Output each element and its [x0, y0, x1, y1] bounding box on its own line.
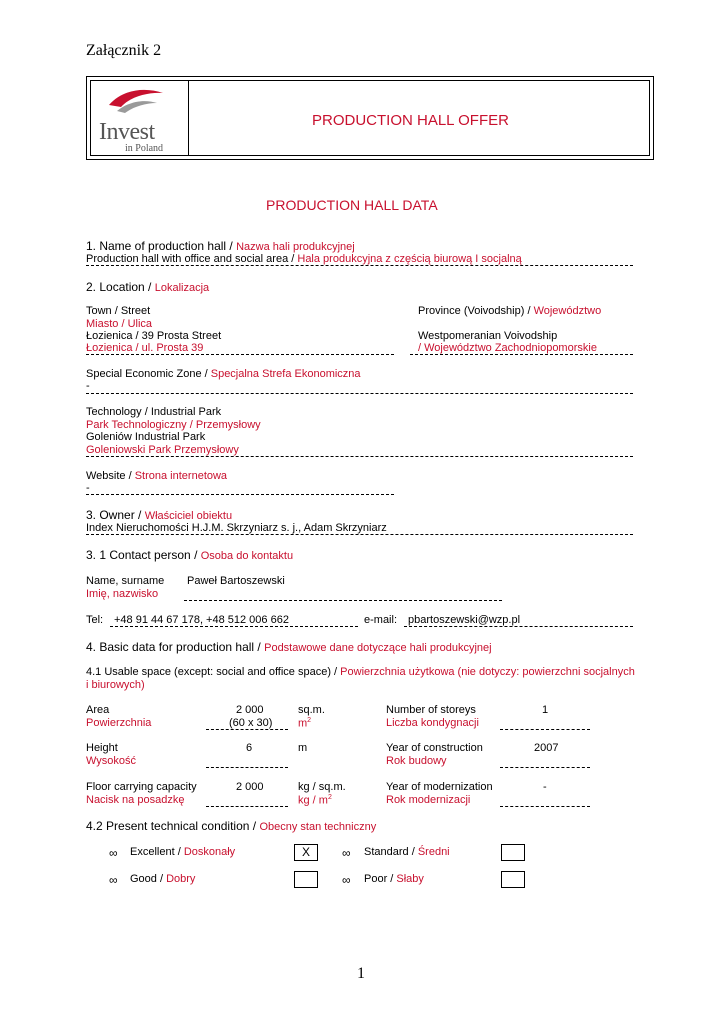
excellent-checkbox[interactable]: X	[294, 844, 318, 861]
website-underline	[86, 494, 394, 495]
year-construction-label: Year of construction	[386, 742, 483, 754]
town-label-pl: Miasto / Ulica	[86, 318, 153, 330]
tel-underline	[110, 626, 358, 627]
s1-value: Production hall with office and social area / Hala produkcyjna z częścią biurową I socjalną	[86, 253, 522, 265]
s3-label: 3. Owner / Właściciel obiektu	[86, 508, 233, 522]
name-label: Name, surname	[86, 575, 165, 587]
email-underline	[404, 626, 633, 627]
year-modernization-underline	[500, 806, 590, 807]
s42-label: 4.2 Present technical condition / Obecny stan techniczny	[86, 819, 377, 833]
email-value: pbartoszewski@wzp.pl	[408, 614, 521, 626]
floor-capacity-value: 2 000	[236, 781, 264, 793]
area-unit-pl: $m^2$	[298, 717, 312, 730]
s4-label: 4. Basic data for production hall / Podstawowe dane dotyczące hali produkcyjnej	[86, 640, 492, 654]
tech-park-value: Goleniów Industrial Park	[86, 431, 206, 443]
good-checkbox[interactable]	[294, 871, 318, 888]
sez-value: -	[86, 380, 90, 392]
year-construction-underline	[500, 767, 590, 768]
logo-word-in-poland: in Poland	[125, 143, 164, 154]
bullet-icon: ∞	[342, 873, 351, 887]
s41-label-cont: i biurowych)	[86, 679, 145, 691]
email-label: e-mail:	[364, 614, 398, 626]
floor-capacity-label: Floor carrying capacity	[86, 781, 197, 793]
height-label-pl: Wysokość	[86, 755, 137, 767]
s1-underline	[86, 265, 633, 266]
good-label: Good / Dobry	[130, 873, 196, 885]
height-underline	[206, 767, 288, 768]
floor-capacity-unit: kg / sq.m.	[298, 781, 346, 793]
owner-value: Index Nieruchomości H.J.M. Skrzyniarz s. j., Adam Skrzyniarz	[86, 522, 387, 534]
town-value-pl: Łozienica / ul. Prosta 39	[86, 342, 204, 354]
standard-checkbox[interactable]	[501, 844, 525, 861]
year-construction-label-pl: Rok budowy	[386, 755, 447, 767]
year-modernization-label: Year of modernization	[386, 781, 493, 793]
page-title: PRODUCTION HALL OFFER	[312, 112, 509, 129]
website-label: Website / Strona internetowa	[86, 470, 228, 482]
floor-capacity-underline	[206, 806, 288, 807]
storeys-label-pl: Liczba kondygnacji	[386, 717, 479, 729]
bullet-icon: ∞	[109, 846, 118, 860]
bullet-icon: ∞	[342, 846, 351, 860]
logo-word-invest: Invest	[99, 119, 155, 145]
sez-label: Special Economic Zone / Specjalna Strefa Ekonomiczna	[86, 368, 361, 380]
s1-label: 1. Name of production hall / Nazwa hali produkcyjnej	[86, 239, 355, 253]
page-number: 1	[357, 965, 365, 982]
sez-underline	[86, 393, 633, 394]
area-value: 2 000	[236, 704, 264, 716]
tech-park-underline	[86, 456, 633, 457]
invest-in-poland-logo	[93, 83, 187, 155]
floor-capacity-label-pl: Nacisk na posadzkę	[86, 794, 185, 806]
website-value: -	[86, 482, 90, 494]
province-underline	[410, 354, 633, 355]
standard-label: Standard / Średni	[364, 846, 450, 858]
area-underline	[206, 729, 288, 730]
poor-label: Poor / Słaby	[364, 873, 424, 885]
s31-label: 3. 1 Contact person / Osoba do kontaktu	[86, 548, 294, 562]
year-modernization-label-pl: Rok modernizacji	[386, 794, 471, 806]
height-unit: m	[298, 742, 308, 754]
town-underline	[86, 354, 394, 355]
tech-park-label-pl: Park Technologiczny / Przemysłowy	[86, 419, 261, 431]
height-value: 6	[246, 742, 253, 754]
height-label: Height	[86, 742, 118, 754]
s2-label: 2. Location / Lokalizacja	[86, 280, 210, 294]
tel-value: +48 91 44 67 178, +48 512 006 662	[114, 614, 289, 626]
header-box	[86, 76, 654, 160]
name-underline	[184, 600, 502, 601]
storeys-label: Number of storeys	[386, 704, 476, 716]
area-label: Area	[86, 704, 110, 716]
province-label: Province (Voivodship) / Województwo	[418, 305, 602, 317]
name-label-pl: Imię, nazwisko	[86, 588, 159, 600]
storeys-underline	[500, 729, 590, 730]
poor-checkbox[interactable]	[501, 871, 525, 888]
area-label-pl: Powierzchnia	[86, 717, 152, 729]
owner-underline	[86, 534, 633, 535]
name-value: Paweł Bartoszewski	[187, 575, 285, 587]
area-unit: sq.m.	[298, 704, 325, 716]
section-subtitle: PRODUCTION HALL DATA	[266, 197, 438, 213]
year-modernization-value: -	[543, 781, 547, 793]
tel-label: Tel:	[86, 614, 104, 626]
area-dims: (60 x 30)	[229, 717, 273, 729]
year-construction-value: 2007	[534, 742, 559, 754]
bullet-icon: ∞	[109, 873, 118, 887]
town-value: Łozienica / 39 Prosta Street	[86, 330, 222, 342]
province-value: Westpomeranian Voivodship	[418, 330, 558, 342]
annex-label: Załącznik 2	[86, 42, 162, 59]
tech-park-value-pl: Goleniowski Park Przemysłowy	[86, 444, 239, 456]
excellent-label: Excellent / Doskonały	[130, 846, 236, 858]
storeys-value: 1	[542, 704, 549, 716]
floor-capacity-unit-pl: kg / $m^2$	[298, 794, 332, 807]
tech-park-label: Technology / Industrial Park	[86, 406, 222, 418]
town-label: Town / Street	[86, 305, 151, 317]
s41-label: 4.1 Usable space (except: social and office space) / Powierzchnia użytkowa (nie dotyczy: powierzchni socjalnych	[86, 666, 635, 678]
province-value-pl: / Województwo Zachodniopomorskie	[418, 342, 597, 354]
